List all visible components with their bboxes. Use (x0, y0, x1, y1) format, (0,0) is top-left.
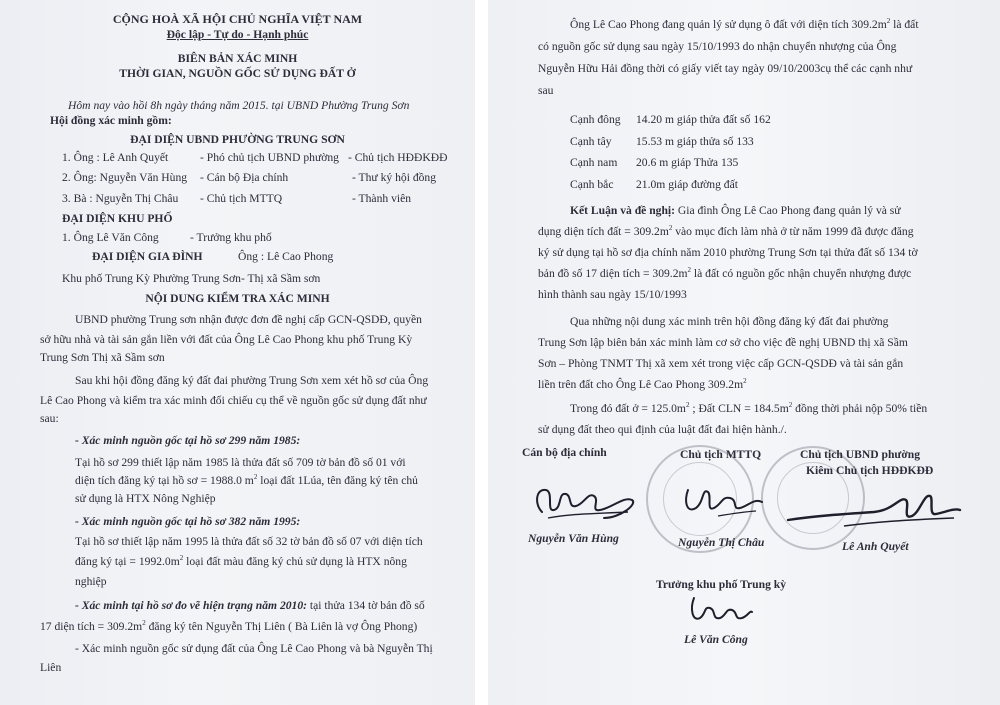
sign-col2-title: Chủ tịch MTTQ (680, 448, 762, 461)
p3-line2: Trung Sơn lập biên bản xác minh làm cơ sở cho việc đề nghị UBND thị xã Sầm (538, 336, 908, 349)
edge-west-desc: 15.53 m giáp thửa số 133 (636, 135, 754, 148)
doc-title-2: THỜI GIAN, NGUỒN GỐC SỬ DỤNG ĐẤT Ở (119, 67, 356, 80)
sign-col3-title-2: Kiêm Chủ tịch HĐĐKĐĐ (806, 464, 934, 477)
country-heading: CỘNG HOÀ XÃ HỘI CHỦ NGHĨA VIỆT NAM (112, 12, 363, 26)
p4-line1: Trong đó đất ở = $125.0m^2$ ; Đất CLN = $184.5m^2$ đồng thời phải nộp 50% tiền (570, 401, 928, 415)
motto: Độc lập - Tự do - Hạnh phúc (166, 28, 309, 41)
member-2-role: - Thư ký hội đồng (352, 171, 437, 184)
khupho-heading: ĐẠI DIỆN KHU PHỐ (62, 212, 173, 225)
section2-line3: nghiệp (75, 575, 107, 588)
section2-heading: - Xác minh nguồn gốc tại hồ sơ 382 năm 1995: (75, 515, 301, 528)
para2-line3: sau: (40, 412, 59, 425)
section4-line2: Liên (40, 661, 62, 674)
left-page (0, 0, 475, 705)
section2-line2: đăng ký tại = $1992.0m^2$ loại đất màu đăng ký chủ sử dụng là HTX nông (75, 554, 407, 568)
member-3-position: - Chủ tịch MTTQ (200, 192, 283, 205)
edge-east-label: Cạnh đông (570, 113, 621, 126)
edge-north-label: Cạnh bắc (570, 178, 614, 191)
member-2-position: - Cán bộ Địa chính (200, 171, 289, 184)
p3-line4: liền trên đất cho Ông Lê Cao Phong $309.2m^2$ (538, 377, 747, 391)
giadinh-heading: ĐẠI DIỆN GIA ĐÌNH (92, 250, 203, 263)
sign-col2-name: Nguyễn Thị Châu (678, 536, 765, 549)
edge-west-label: Cạnh tây (570, 135, 612, 148)
para1-line3: Trung Sơn Thị xã Sầm sơn (40, 351, 165, 364)
signature-nguyen-thi-chau (668, 478, 778, 528)
member-1-name: 1. Ông : Lê Anh Quyết (62, 151, 169, 164)
council-label: Hội đồng xác minh gồm: (50, 114, 172, 127)
sign-col1-title: Cán bộ địa chính (522, 446, 607, 459)
section3-line2: 17 diện tích = $309.2m^2$ đăng ký tên Nguyễn Thị Liên ( Bà Liên là vợ Ông Phong) (40, 619, 418, 633)
p1-line1: Ông Lê Cao Phong đang quản lý sử dụng ô đất với diện tích $309.2m^2$ là đất (570, 17, 919, 31)
content-heading: NỘI DUNG KIỂM TRA XÁC MINH (145, 292, 330, 305)
p3-line1: Qua những nội dung xác minh trên hội đồng đăng ký đất đai phường (570, 315, 889, 328)
giadinh-member: Ông : Lê Cao Phong (238, 250, 334, 263)
conclusion-line4: bản đồ số 17 diện tích = $309.2m^2$ là đất có nguồn gốc nhận chuyển nhượng được (538, 266, 912, 280)
intro-line: Hôm nay vào hồi 8h ngày tháng năm 2015. tại UBND Phường Trung Sơn (68, 99, 410, 112)
edge-east-desc: 14.20 m giáp thửa đất số 162 (636, 113, 771, 126)
section1-line2: diện tích đăng ký tại hồ sơ = 1988.0 $m^2$ loại đất 1Lúa, tên đăng ký tên chủ (75, 473, 418, 487)
edge-south-desc: 20.6 m giáp Thửa 135 (636, 156, 739, 169)
p4-line2: sử dụng đất theo qui định của luật đất đai hiện hành./. (538, 423, 787, 436)
sign-col1-name: Nguyễn Văn Hùng (528, 532, 619, 545)
khupho-sign-title: Trưởng khu phố Trung kỳ (656, 578, 787, 591)
member-1-role: - Chủ tịch HĐĐKĐĐ (348, 151, 448, 164)
edge-south-label: Cạnh nam (570, 156, 618, 169)
conclusion-line3: ký sử dụng tại hồ sơ địa chính năm 2010 phường Trung Sơn tại thửa đất số 134 tờ (538, 246, 918, 259)
section1-line3: sử dụng là HTX Nông Nghiệp (75, 492, 216, 505)
conclusion-line5: hình thành sau ngày 15/10/1993 (538, 288, 687, 301)
khupho-role: - Trưởng khu phố (190, 231, 272, 244)
p1-line3: Nguyễn Hữu Hải đồng thời có giấy viết tay ngày 09/10/2003cụ thể các cạnh như (538, 62, 913, 75)
sign-col3-name: Lê Anh Quyết (842, 540, 909, 553)
section3-line1: - Xác minh tại hồ sơ đo vẽ hiện trạng năm 2010: tại thửa 134 tờ bản đồ số (75, 599, 425, 612)
right-page (488, 0, 1000, 705)
p1-line4: sau (538, 84, 554, 97)
member-1-position: - Phó chủ tịch UBND phường (200, 151, 339, 164)
ubnd-heading: ĐẠI DIỆN UBND PHƯỜNG TRUNG SƠN (130, 133, 345, 146)
member-2-name: 2. Ông: Nguyễn Văn Hùng (62, 171, 188, 184)
conclusion-line1: Kết Luận và đề nghị: Gia đình Ông Lê Cao Phong đang quản lý và sử (570, 204, 901, 217)
signature-nguyen-van-hung (528, 478, 648, 528)
p3-line3: Sơn – Phòng TNMT Thị xã xem xét trong việc cấp GCN-QSDĐ và tài sản gắn (538, 357, 904, 370)
section4-line1: - Xác minh nguồn gốc sử dụng đất của Ông Lê Cao Phong và bà Nguyễn Thị (75, 642, 433, 655)
member-3-role: - Thành viên (352, 192, 412, 205)
p1-line2: có nguồn gốc sử dụng sau ngày 15/10/1993 do nhận chuyển nhượng của Ông (538, 40, 897, 53)
signature-le-anh-quyet (784, 486, 964, 536)
address-line: Khu phố Trung Kỳ Phường Trung Sơn- Thị xã Sầm sơn (62, 272, 321, 285)
para2-line1: Sau khi hội đồng đăng ký đất đai phường Trung Sơn xem xét hồ sơ của Ông (75, 374, 429, 387)
khupho-member: 1. Ông Lê Văn Công (62, 231, 159, 244)
member-3-name: 3. Bà : Nguyễn Thị Châu (62, 192, 179, 205)
section2-line1: Tại hồ sơ thiết lập năm 1995 là thửa đất số 32 tờ bản đồ số 07 với diện tích (75, 535, 423, 548)
para2-line2: Lê Cao Phong và kiểm tra xác minh đối chiếu cụ thể về nguồn gốc sử dụng đất như (40, 394, 427, 407)
section1-line1: Tại hồ sơ 299 thiết lập năm 1985 là thửa đất số 709 tờ bản đồ số 01 với (75, 456, 406, 469)
edge-north-desc: 21.0m giáp đường đất (636, 178, 738, 191)
doc-title-1: BIÊN BẢN XÁC MINH (177, 52, 298, 65)
sign-col3-title-1: Chủ tịch UBND phường (800, 448, 921, 461)
para1-line1: UBND phường Trung sơn nhận được đơn đề nghị cấp GCN-QSDĐ, quyền (75, 313, 422, 326)
khupho-sign-name: Lê Văn Công (684, 633, 748, 646)
section1-heading: - Xác minh nguồn gốc tại hồ sơ 299 năm 1985: (75, 434, 301, 447)
conclusion-line2: dụng diện tích đất = $309.2m^2$ vào mục đích làm nhà ở từ năm 1999 đã được đăng (538, 224, 914, 238)
para1-line2: sở hữu nhà và tài sản gắn liền với đất của Ông Lê Cao Phong khu phố Trung Kỳ (40, 333, 413, 346)
signature-le-van-cong (686, 592, 756, 628)
